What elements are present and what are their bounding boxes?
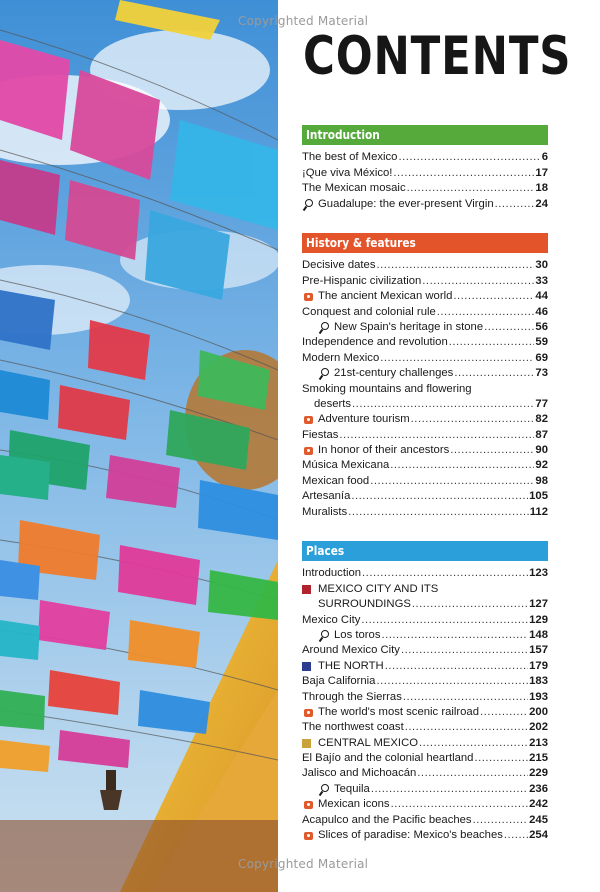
toc-entry-label: Decisive dates (302, 259, 376, 272)
toc-entry-label: Acapulco and the Pacific beaches (302, 813, 472, 826)
region-marker-icon (302, 662, 311, 671)
region-marker-icon (302, 739, 311, 748)
toc-entry[interactable] (302, 627, 548, 642)
toc-page-number: 245 (529, 813, 548, 826)
toc-page-number: 213 (529, 736, 548, 749)
dot-leader (385, 659, 528, 673)
toc-page-number: 112 (529, 505, 548, 518)
dot-leader (412, 597, 528, 611)
toc-page-number: 33 (535, 274, 548, 287)
dot-leader (352, 397, 534, 411)
toc-page-number: 73 (535, 367, 548, 380)
toc-entry[interactable] (302, 442, 548, 457)
toc-entry[interactable] (302, 780, 548, 795)
toc-page-number: 127 (529, 598, 548, 611)
toc-page-number: 82 (535, 413, 548, 426)
dot-leader (495, 197, 535, 211)
entry-list (302, 149, 548, 211)
toc-entry-label: SURROUNDINGS (318, 598, 411, 611)
toc-page-number: 105 (529, 490, 548, 503)
camera-icon (302, 414, 316, 426)
toc-entry-label: Mexican icons (318, 798, 390, 811)
watermark-top: Copyrighted Material (238, 14, 369, 28)
toc-entry[interactable] (302, 488, 548, 503)
toc-page-number: 59 (535, 336, 548, 349)
toc-page-number: 193 (529, 690, 548, 703)
section-heading: Introduction (302, 125, 548, 145)
toc-entry-label: Muralists (302, 505, 348, 518)
toc-entry[interactable] (302, 319, 548, 334)
toc-page-number: 98 (535, 474, 548, 487)
toc-entry[interactable] (302, 180, 548, 195)
magnifier-icon (318, 368, 332, 380)
dot-leader (403, 690, 528, 704)
toc-entry[interactable] (302, 811, 548, 826)
toc-entry-label: The Mexican mosaic (302, 182, 406, 195)
toc-page-number: 6 (541, 151, 548, 164)
toc-entry[interactable] (302, 195, 548, 210)
toc-entry[interactable] (302, 457, 548, 472)
toc-entry[interactable] (302, 765, 548, 780)
toc-page-number: 30 (535, 259, 548, 272)
camera-icon (302, 830, 316, 842)
dot-leader (339, 428, 534, 442)
toc-entry[interactable] (302, 596, 548, 611)
toc-entry-label: Los toros (334, 628, 381, 641)
toc-entry-label: The ancient Mexican world (318, 290, 453, 303)
region-marker-icon (302, 585, 311, 594)
magnifier-icon (318, 630, 332, 642)
page-title: CONTENTS (303, 26, 572, 87)
dot-leader (376, 674, 528, 688)
toc-entry[interactable] (302, 704, 548, 719)
toc-entry-label: Música Mexicana (302, 459, 390, 472)
camera-icon (302, 799, 316, 811)
toc-page-number: 77 (535, 397, 548, 410)
camera-icon (302, 445, 316, 457)
dot-leader (407, 181, 535, 195)
toc-entry-label: Conquest and colonial rule (302, 305, 436, 318)
dot-leader (401, 643, 528, 657)
dot-leader (480, 705, 528, 719)
toc-page-number: 92 (535, 459, 548, 472)
dot-leader (417, 766, 528, 780)
toc-entry[interactable] (302, 580, 548, 595)
toc-page-number: 17 (535, 166, 548, 179)
toc-entry-label: In honor of their ancestors (318, 444, 450, 457)
toc-entry-label: Through the Sierras (302, 690, 402, 703)
toc-entry[interactable] (302, 411, 548, 426)
toc-entry-label: ¡Que viva México! (302, 166, 393, 179)
toc-entry[interactable] (302, 272, 548, 287)
toc-entry[interactable] (302, 642, 548, 657)
toc-page-number: 229 (529, 767, 548, 780)
toc-entry-label: Introduction (302, 567, 362, 580)
toc-entry-label: CENTRAL MEXICO (318, 736, 419, 749)
toc-entry[interactable] (302, 149, 548, 164)
toc-entry[interactable] (302, 657, 548, 672)
dot-leader (419, 736, 528, 750)
toc-entry[interactable] (302, 288, 548, 303)
toc-entry-label: Mexican food (302, 474, 370, 487)
dot-leader (393, 166, 534, 180)
toc-entry-label: Adventure tourism (318, 413, 410, 426)
dot-leader (391, 797, 529, 811)
toc-page-number: 87 (535, 428, 548, 441)
dot-leader (474, 751, 528, 765)
toc-entry[interactable] (302, 565, 548, 580)
toc-entry[interactable] (302, 611, 548, 626)
toc-entry[interactable] (302, 164, 548, 179)
toc-entry[interactable] (302, 303, 548, 318)
dot-leader (362, 566, 528, 580)
toc-entry-label: MEXICO CITY AND ITS (318, 582, 439, 595)
dot-leader (351, 489, 528, 503)
dot-leader (380, 351, 534, 365)
toc-page-number: 215 (529, 752, 548, 765)
toc-entry[interactable] (302, 426, 548, 441)
toc-page-number: 90 (535, 444, 548, 457)
toc-entry-label: Fiestas (302, 428, 339, 441)
toc-page-number: 202 (529, 721, 548, 734)
camera-icon (302, 291, 316, 303)
toc-entry[interactable] (302, 349, 548, 364)
toc-entry[interactable] (302, 472, 548, 487)
toc-page-number: 179 (529, 659, 548, 672)
dot-leader (422, 274, 534, 288)
toc-page-number: 18 (535, 182, 548, 195)
toc-entry-label: 21st-century challenges (334, 367, 454, 380)
dot-leader (411, 412, 535, 426)
section-history-features (302, 233, 548, 519)
toc-page-number: 44 (535, 290, 548, 303)
toc-page-number: 46 (535, 305, 548, 318)
entry-list (302, 257, 548, 519)
dot-leader (405, 720, 528, 734)
toc-entry-label: Tequila (334, 782, 370, 795)
toc-entry[interactable] (302, 380, 548, 395)
toc-entry[interactable] (302, 796, 548, 811)
dot-leader (449, 335, 535, 349)
toc-entry-label: Smoking mountains and flowering (302, 382, 472, 395)
dot-leader (381, 628, 528, 642)
toc-entry[interactable] (302, 719, 548, 734)
watermark-bottom: Copyrighted Material (238, 857, 369, 871)
toc-entry[interactable] (302, 396, 548, 411)
toc-entry[interactable] (302, 257, 548, 272)
toc-entry-label: New Spain's heritage in stone (334, 320, 484, 333)
dot-leader (348, 505, 529, 519)
toc-page-number: 254 (529, 829, 548, 842)
toc-entry-label: Jalisco and Michoacán (302, 767, 417, 780)
toc-entry[interactable] (302, 750, 548, 765)
dot-leader (504, 828, 528, 842)
toc-entry-label: deserts (314, 397, 352, 410)
dot-leader (361, 613, 528, 627)
magnifier-icon (302, 199, 316, 211)
camera-icon (302, 707, 316, 719)
dot-leader (370, 474, 534, 488)
toc-entry-label: Baja California (302, 675, 376, 688)
dot-leader (371, 782, 528, 796)
toc-entry-label: The world's most scenic railroad (318, 705, 479, 718)
dot-leader (473, 813, 529, 827)
toc-entry-label: Slices of paradise: Mexico's beaches (318, 829, 503, 842)
toc-entry-label: Artesanía (302, 490, 351, 503)
toc-page-number: 157 (529, 644, 548, 657)
toc-page-number: 183 (529, 675, 548, 688)
toc-page-number: 148 (529, 628, 548, 641)
section-introduction (302, 125, 548, 211)
toc-entry[interactable] (302, 827, 548, 842)
toc-entry-label: Modern Mexico (302, 351, 380, 364)
toc-entry-label: El Bajío and the colonial heartland (302, 752, 474, 765)
dot-leader (454, 366, 534, 380)
toc-page-number: 56 (535, 320, 548, 333)
toc-page-number: 24 (535, 197, 548, 210)
magnifier-icon (318, 322, 332, 334)
section-places (302, 541, 548, 842)
dot-leader (376, 258, 534, 272)
entry-list (302, 565, 548, 842)
toc-entry-label: Independence and revolution (302, 336, 448, 349)
toc-entry[interactable] (302, 688, 548, 703)
toc-page-number: 200 (529, 705, 548, 718)
dot-leader (453, 289, 534, 303)
toc-entry-label: The northwest coast (302, 721, 404, 734)
toc-entry[interactable] (302, 365, 548, 380)
toc-entry-label: Pre-Hispanic civilization (302, 274, 422, 287)
toc-entry[interactable] (302, 503, 548, 518)
toc-page-number: 129 (529, 613, 548, 626)
toc-page-number: 236 (529, 782, 548, 795)
toc-entry-label: Mexico City (302, 613, 361, 626)
toc-entry-label: Around Mexico City (302, 644, 400, 657)
section-heading: Places (302, 541, 548, 561)
section-heading: History & features (302, 233, 548, 253)
dot-leader (450, 443, 534, 457)
dot-leader (484, 320, 534, 334)
toc-page-number: 242 (529, 798, 548, 811)
toc-entry[interactable] (302, 334, 548, 349)
toc-entry[interactable] (302, 673, 548, 688)
toc-entry-label: THE NORTH (318, 659, 384, 672)
magnifier-icon (318, 784, 332, 796)
toc-entry-label: Guadalupe: the ever-present Virgin (318, 197, 494, 210)
dot-leader (390, 458, 534, 472)
toc-entry-label: The best of Mexico (302, 151, 398, 164)
toc-page-number: 69 (535, 351, 548, 364)
toc-entry[interactable] (302, 734, 548, 749)
dot-leader (437, 305, 535, 319)
dot-leader (398, 150, 540, 164)
papel-picado-photo (0, 0, 278, 892)
toc-page-number: 123 (529, 567, 548, 580)
